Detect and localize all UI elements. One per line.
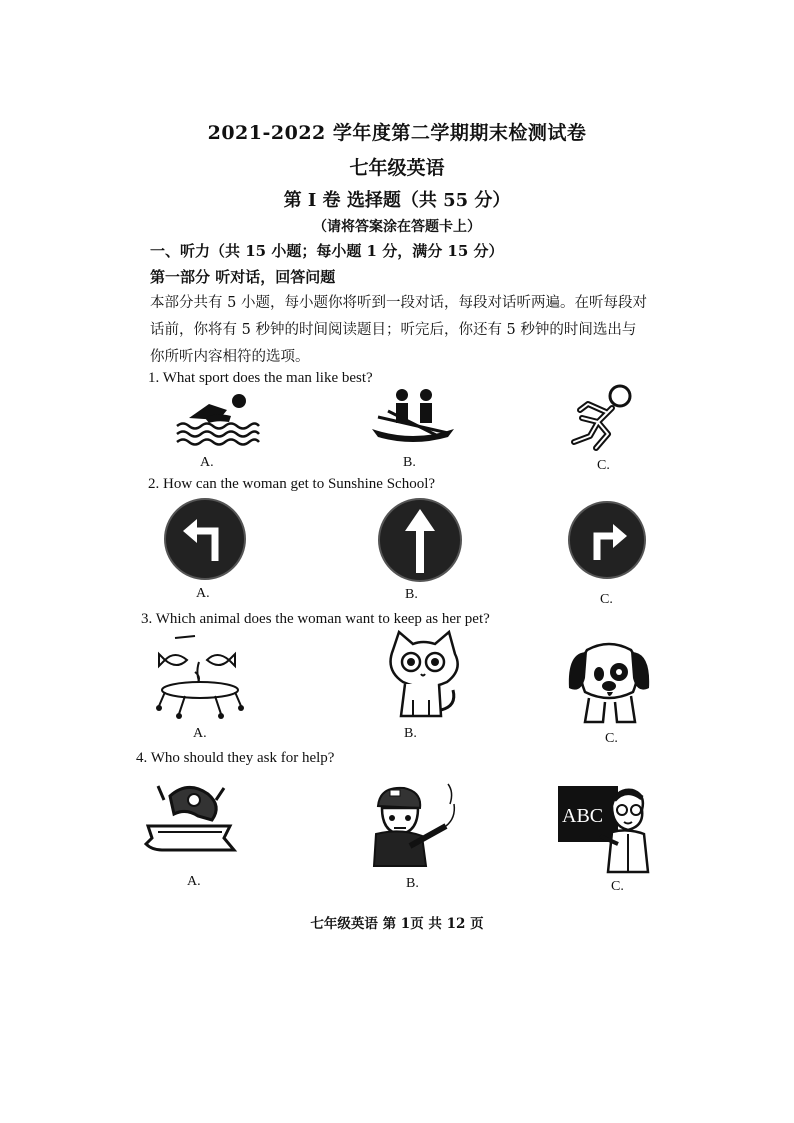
turn-right-sign-icon	[567, 500, 647, 580]
swimming-icon	[175, 390, 260, 445]
question-3-text: 3. Which animal does the woman want to keep as her pet?	[141, 611, 490, 627]
firefighter-icon	[370, 784, 460, 868]
page-footer: 七年级英语 第 1页 共 12 页	[310, 916, 484, 932]
listening-section-heading: 一、听力（共 15 小题；每小题 1 分，满分 15 分）	[150, 242, 504, 260]
question-1-text: 1. What sport does the man like best?	[148, 370, 373, 386]
q4-option-a[interactable]: A.	[187, 874, 201, 889]
running-icon	[568, 382, 638, 452]
part-one-heading: 第一部分 听对话，回答问题	[150, 268, 336, 286]
cat-icon	[383, 630, 465, 720]
teacher-icon	[556, 782, 650, 874]
q1-option-a[interactable]: A.	[200, 455, 214, 470]
q1-option-b[interactable]: B.	[403, 455, 416, 470]
q2-option-c[interactable]: C.	[600, 592, 613, 607]
rowing-icon	[368, 385, 458, 445]
exam-title: 2021-2022 学年度第二学期期末检测试卷	[207, 122, 587, 144]
dog-icon	[563, 638, 655, 726]
exam-subject: 七年级英语	[349, 157, 445, 179]
question-4-text: 4. Who should they ask for help?	[136, 750, 335, 766]
q1-option-c[interactable]: C.	[597, 458, 610, 473]
teacher-board-text: ABC	[562, 805, 604, 827]
go-straight-sign-icon	[377, 497, 463, 583]
volume-heading: 第 I 卷 选择题（共 55 分）	[283, 190, 511, 211]
q3-option-b[interactable]: B.	[404, 726, 417, 741]
turn-left-sign-icon	[163, 497, 247, 581]
q2-option-a[interactable]: A.	[196, 586, 210, 601]
q2-option-b[interactable]: B.	[405, 587, 418, 602]
doctor-banner-icon	[138, 780, 240, 860]
q4-option-b[interactable]: B.	[406, 876, 419, 891]
q4-option-c[interactable]: C.	[611, 879, 624, 894]
goldfish-bowl-icon	[155, 632, 245, 720]
q3-option-a[interactable]: A.	[193, 726, 207, 741]
answer-sheet-note: （请将答案涂在答题卡上）	[313, 219, 481, 235]
question-2-text: 2. How can the woman get to Sunshine School?	[148, 476, 436, 492]
q3-option-c[interactable]: C.	[605, 731, 618, 746]
instructions-paragraph: 本部分共有 5 小题，每小题你将听到一段对话，每段对话听两遍。在听每段对话前，你将有 5 秒钟的时间阅读题目；听完后，你还有 5 秒钟的时间选出与你所听内容相符的选项。	[150, 295, 647, 365]
